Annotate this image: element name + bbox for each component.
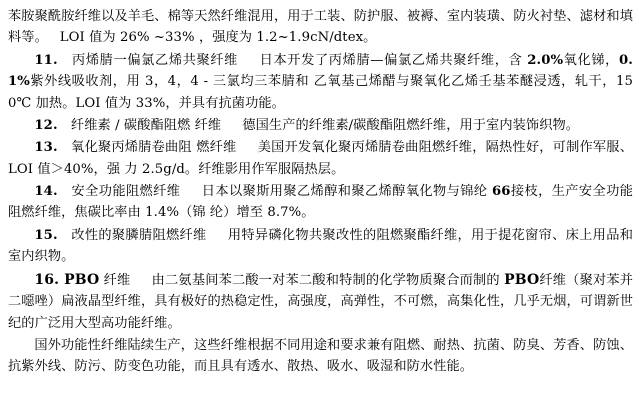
paragraph-item-15: 15. 改性的聚膦腈阻燃纤维 用特异磷化物共聚改性的阻燃聚酯纤维，用于提花窗帘、床上用品和室内织物。 <box>8 227 633 265</box>
item-number-14: 14. <box>34 184 58 199</box>
item-number-11: 11. <box>34 52 58 68</box>
paragraph-conclusion: 国外功能性纤维陆续生产，这些纤维根据不同用途和要求兼有阻燃、耐热、抗菌、防臭、芳香、防蚀、抗紫外线、防污、防变色功能，而且具有透水、散热、吸水、吸湿和防水性能。 <box>8 337 633 375</box>
item-number-16: 16. PBO <box>34 271 100 288</box>
paragraph-item-12: 12. 纤维素 / 碳酸酯阻燃 纤维 德国生产的纤维素/碳酸酯阻燃纤维，用于室内装饰织物。 <box>34 117 580 133</box>
item-number-12: 12. <box>34 117 58 133</box>
item-number-13: 13. <box>34 140 58 156</box>
item-number-15: 15. <box>34 227 58 243</box>
paragraph-item-14: 14. 安全功能阻燃纤维 日本以聚斯用聚乙烯醇和聚乙烯醇氧化物与锦纶 66接枝，生产安全功能阻燃纤维，焦碳比率由 1.4%（锦 纶）增至 8.7%。 <box>8 184 634 221</box>
paragraph-item-16: 16. PBO 纤维 由二氨基间苯二酸一对苯二酸和特制的化学物质聚合而制的 PBO纤维（聚对苯并二噁唑）扁液晶型纤维，具有极好的热稳定性，高强度，高弹性，不可燃，高集化性，几乎无烟，可谓新世纪的广泛用大型高功能纤维。 <box>8 271 634 331</box>
paragraph-intro: 苯胺聚酰胺纤维以及羊毛、棉等天然纤维混用，用于工装、防护服、被褥、室内装璜、防火衬垫、滤材和填料等。 LOI 值为 26% ~33% ，强度为 1.2~1.9cN/dtex。 <box>8 9 633 46</box>
paragraph-item-13: 13. 氧化聚丙烯腈卷曲阻 燃纤维 美国开发氧化聚丙烯腈卷曲阻燃纤维，隔热性好，可制作军服、LOI 值＞40%，强 力 2.5g/d。纤维影用作军服隔热层。 <box>8 140 633 177</box>
paragraph-item-11: 11. 丙烯腈一偏氯乙烯共聚纤维 日本开发了丙烯腈—偏氯乙烯共聚纤维，含 2.0%氧化锑，0.1%紫外线吸收剂，用 3，4，4 - 三氯均三苯腈和 乙氧基己烯醋与聚氧化乙烯壬基苯醚浸透，轧干，150℃ 加热。LOI 值为 33%，并具有抗菌功能。 <box>8 52 633 111</box>
